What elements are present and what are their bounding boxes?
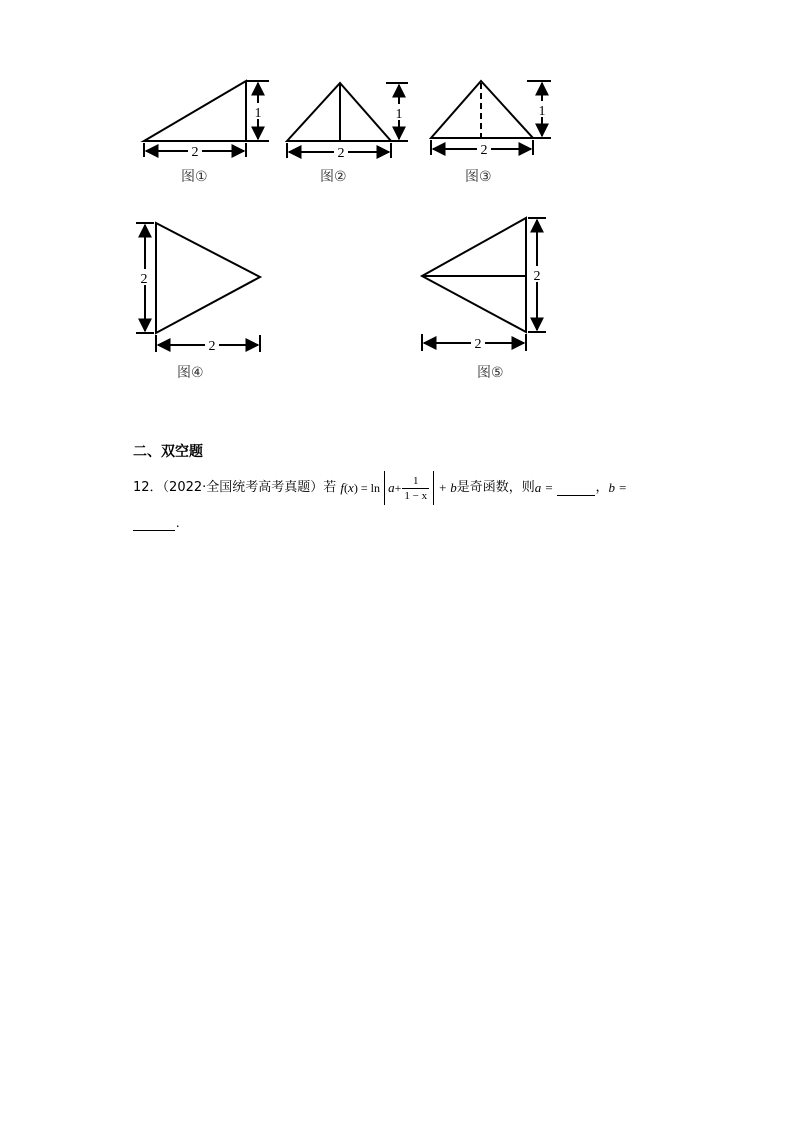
absolute-value-expression xyxy=(384,471,434,505)
fig3-height-label: 1 xyxy=(538,104,546,119)
fig1-height-label: 1 xyxy=(254,106,262,121)
fig5-height-label: 2 xyxy=(533,269,541,284)
func-name: f xyxy=(340,480,345,495)
fig2-caption: 图② xyxy=(320,169,347,185)
fig4-caption: 图④ xyxy=(177,365,204,381)
fig2-width-label: 2 xyxy=(337,146,345,161)
fig2-height-label: 1 xyxy=(395,107,403,122)
fraction-denominator: 1 − x xyxy=(404,490,428,502)
fig5-caption: 图⑤ xyxy=(477,365,504,381)
question-12: 12．（2022·全国统考高考真题）若 f(x) = ln a+ $\frac{1}{1 - x}$ + b是奇函数，则a = ，b = xyxy=(133,470,693,506)
figure-3 xyxy=(423,75,563,165)
figure-2 xyxy=(278,75,418,165)
fig3-triangle xyxy=(431,81,533,138)
question-statement: 是奇函数，则 xyxy=(456,480,535,495)
answer-blank-a[interactable] xyxy=(557,481,595,496)
func-var: x xyxy=(348,480,354,495)
separator: ， xyxy=(595,480,609,495)
figure-4 xyxy=(130,215,275,360)
fig1-width-label: 2 xyxy=(191,145,199,160)
question-number: 12． xyxy=(133,480,163,495)
a-equals: a = xyxy=(534,480,554,495)
plus-b: + b xyxy=(438,480,457,495)
fig4-width-label: 2 xyxy=(208,339,216,354)
fig4-triangle xyxy=(156,223,260,333)
fig1-triangle xyxy=(144,81,246,141)
fraction-numerator: 1 xyxy=(402,474,429,489)
end-period: . xyxy=(176,516,180,531)
ln-symbol: ln xyxy=(370,481,380,495)
fig1-caption: 图① xyxy=(181,169,208,185)
fig3-width-label: 2 xyxy=(480,143,488,158)
answer-blank-b[interactable] xyxy=(133,518,175,531)
fig5-width-label: 2 xyxy=(474,337,482,352)
fraction xyxy=(402,474,429,503)
question-source: （2022·全国统考高考真题） xyxy=(162,480,324,495)
abs-plus: + xyxy=(394,481,402,495)
figure-1 xyxy=(130,75,280,165)
fig3-caption: 图③ xyxy=(465,169,492,185)
fig4-height-label: 2 xyxy=(140,272,148,287)
question-lead: 若 xyxy=(323,480,337,495)
b-equals: b = xyxy=(608,480,627,495)
abs-a: a xyxy=(388,480,395,495)
figure-5 xyxy=(412,210,557,360)
section-title: 二、双空题 xyxy=(133,444,203,460)
